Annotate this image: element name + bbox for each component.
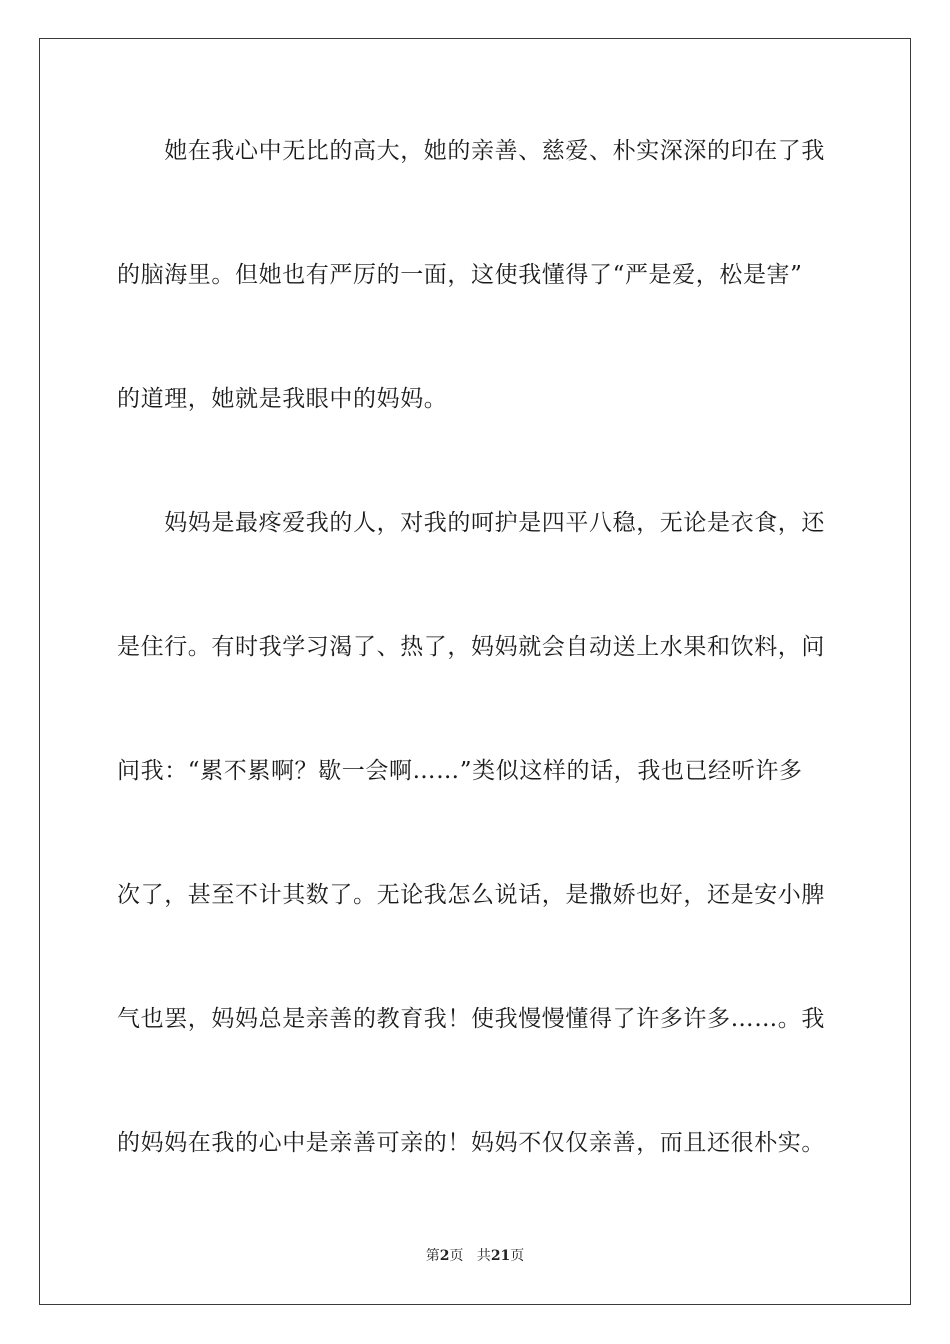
page-border xyxy=(39,38,911,1305)
page-prefix: 第 xyxy=(425,1248,440,1264)
page-number: 2 xyxy=(439,1248,450,1264)
text-line: 妈妈是最疼爱我的人，对我的呵护是四平八稳，无论是衣食，还 xyxy=(117,510,825,536)
text-line: 的脑海里。但她也有严厉的一面，这使我懂得了“严是爱，松是害” xyxy=(117,262,803,288)
total-suffix: 页 xyxy=(510,1248,525,1264)
total-prefix: 共 xyxy=(476,1248,491,1264)
text-line: 问我：“累不累啊？歇一会啊……”类似这样的话，我也已经听许多 xyxy=(117,758,803,784)
page-footer xyxy=(0,1246,950,1266)
text-line: 是住行。有时我学习渴了、热了，妈妈就会自动送上水果和饮料，问 xyxy=(117,634,825,660)
text-line: 她在我心中无比的高大，她的亲善、慈爱、朴实深深的印在了我 xyxy=(117,138,825,164)
page-suffix: 页 xyxy=(449,1248,464,1264)
text-line: 气也罢，妈妈总是亲善的教育我！使我慢慢懂得了许多许多……。我 xyxy=(117,1006,825,1032)
total-pages: 21 xyxy=(490,1248,511,1264)
text-line: 次了，甚至不计其数了。无论我怎么说话，是撒娇也好，还是安小脾 xyxy=(117,882,825,908)
text-line: 的妈妈在我的心中是亲善可亲的！妈妈不仅仅亲善，而且还很朴实。 xyxy=(117,1130,825,1156)
text-line: 的道理，她就是我眼中的妈妈。 xyxy=(117,386,448,412)
